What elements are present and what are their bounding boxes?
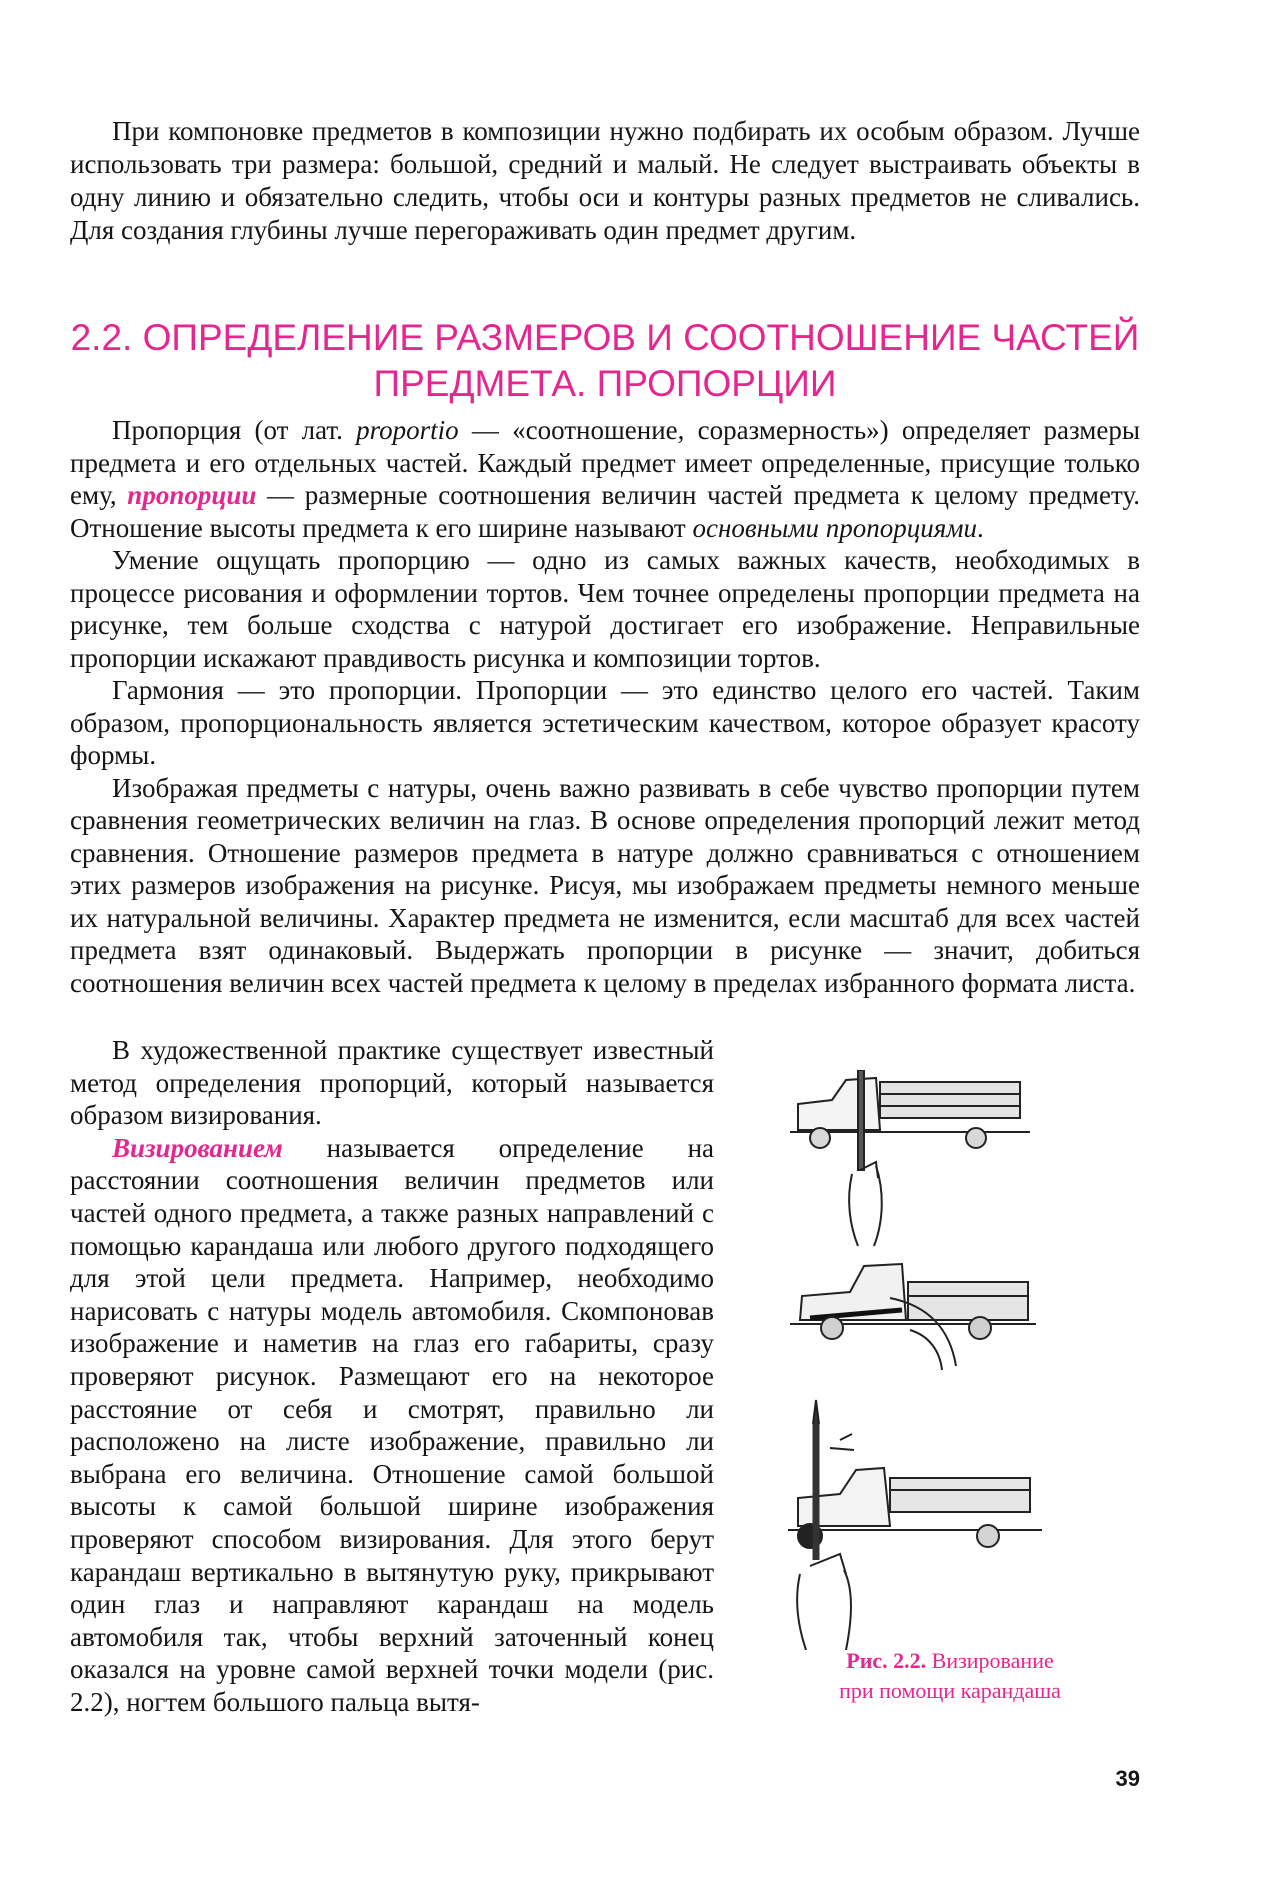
paragraph-sense-of-proportion: Умение ощущать пропорцию — одно из самых важных качеств, необходимых в процессе рисования и оформлении тортов. Чем точнее определены пропорции предмета на рисунке, тем больше сходства с натурой достигает его изображение. Неправильные пропорции искажают правдивость рисунка и композиции тортов. [70,545,1140,673]
term-sighting: Визированием [112,1132,283,1163]
term-main-proportions: основными пропорциями [692,512,978,543]
section-heading-line2: ПРЕДМЕТА. ПРОПОРЦИИ [373,363,837,404]
section-heading-line1: 2.2. ОПРЕДЕЛЕНИЕ РАЗМЕРОВ И СООТНОШЕНИЕ ЧАСТЕЙ [70,317,1140,358]
intro-paragraph: При компоновке предметов в композиции нужно подбирать их особым образом. Лучше использовать три размера: большой, средний и малый. Не следует выстраивать объекты в одну линию и обязательно следить, чтобы оси и контуры разных предметов не сливались. Для создания глубины лучше перегораживать один предмет другим. [70,116,1140,245]
term-proportions: пропорции [127,480,257,510]
figure-label: Рис. 2.2. [846,1648,927,1673]
paragraph-sighting-method: В художественной практике существует известный метод определения пропорций, который называется образом визирования. [70,1035,714,1131]
figure-pencil-sighting [780,1070,1080,1650]
figure-caption-line2: при помощи карандаша [839,1678,1061,1703]
latin-term: proportio [356,415,459,445]
truck-illustration-1 [790,1070,1030,1246]
figure-caption: Рис. 2.2. Визирование при помощи карандаша [839,1648,1061,1703]
page-number: 39 [1115,1766,1140,1791]
body-text-column [70,1034,714,1718]
truck-illustration-3 [788,1400,1042,1650]
paragraph-drawing-from-nature: Изображая предметы с натуры, очень важно развивать в себе чувство пропорции путем сравнения геометрических величин на глаз. В основе определения пропорций лежит метод сравнения. Отношение размеров предмета в натуре должно сравниваться с отношением этих размеров изображения на рисунке. Рисуя, мы изображаем предметы немного меньше их натуральной величины. Характер предмета не изменится, если масштаб для всех частей предмета взят одинаковый. Выдержать пропорции в рисунке — значит, добиться соотношения величин всех частей предмета к целому в пределах избранного формата листа. [70,772,1140,998]
paragraph-proportion-definition: Пропорция (от лат. proportio — «соотношение, соразмерность») определяет размеры предмета и его отдельных частей. Каждый предмет имеет определенные, присущие только ему, пропорции — размерные соотношения величин частей предмета к целому предмету. Отношение высоты предмета к его ширине называют основными пропорциями. [70,415,1141,543]
section-heading [70,315,1140,407]
paragraph-sighting-definition: Визированием называется определение на расстоянии соотношения величин предметов или частей одного предмета, а также разных направлений с помощью карандаша или любого другого подходящего для этой цели предмета. Например, необходимо нарисовать с натуры модель автомобиля. Скомпоновав изображение и наметив на глаз его габариты, сразу проверяют рисунок. Размещают его на некоторое расстояние от себя и смотрят, правильно ли расположено на листе изображение, правильно ли выбрана его величина. Отношение самой большой высоты к самой большой ширине изображения проверяют способом визирования. Для этого берут карандаш вертикально в вытянутую руку, прикрывают один глаз и направляют карандаш на модель автомобиля так, чтобы верхний заточенный конец оказался на уровне самой верхней точки модели (рис. 2.2), ногтем большого пальца вытя- [70,1132,714,1717]
paragraph-harmony: Гармония — это пропорции. Пропорции — это единство целого его частей. Таким образом, пропорциональность является эстетическим качеством, которое образует красоту формы. [70,675,1140,770]
body-text-full-width [70,414,1140,999]
truck-illustration-2 [790,1264,1036,1370]
